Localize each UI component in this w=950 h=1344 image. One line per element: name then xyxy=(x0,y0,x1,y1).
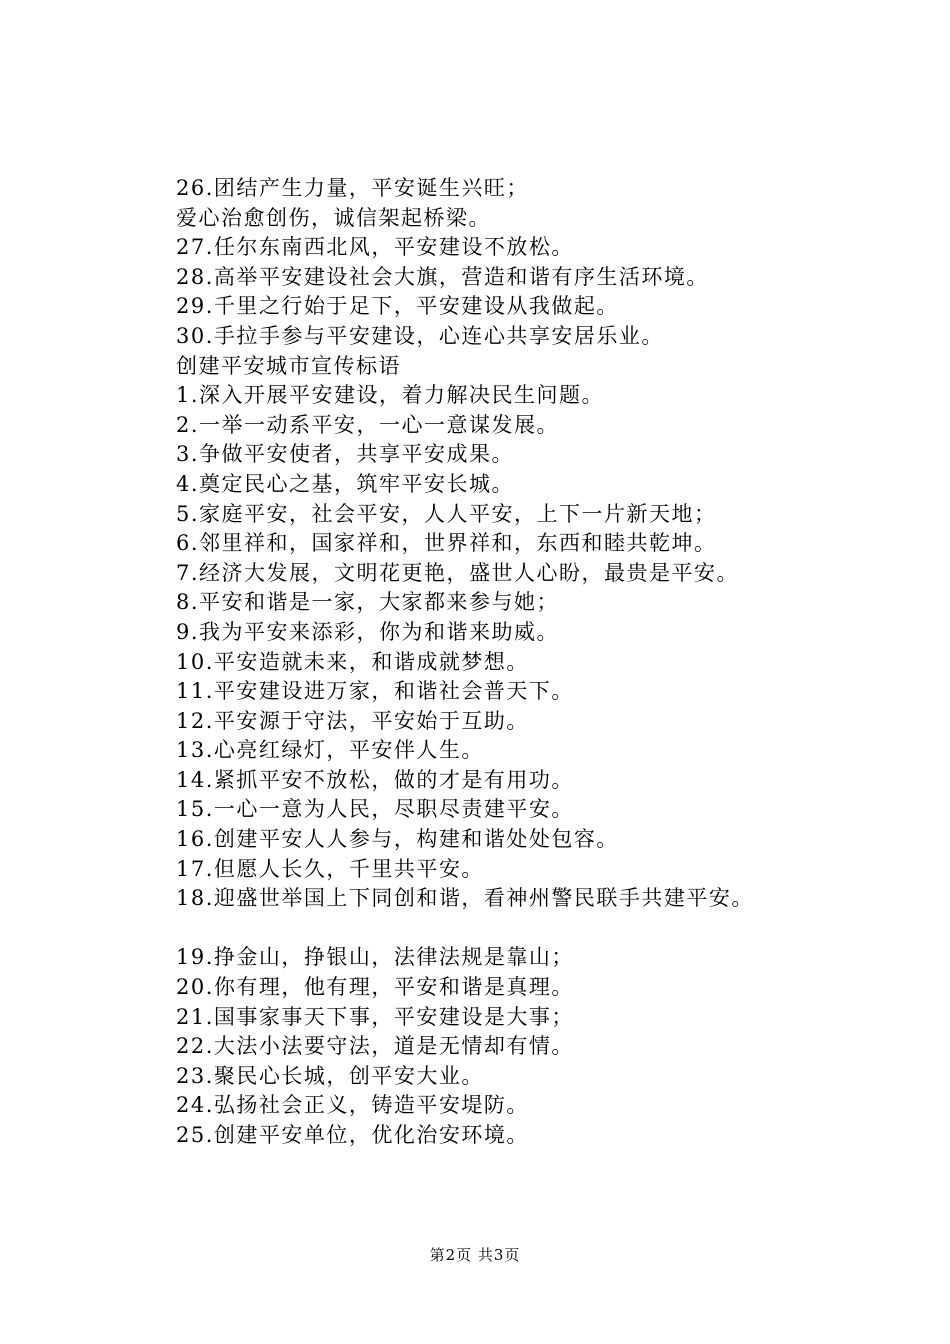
text-line: 6.邻里祥和，国家祥和，世界祥和，东西和睦共乾坤。 xyxy=(176,531,717,556)
text-line: 14.紧抓平安不放松，做的才是有用功。 xyxy=(176,767,574,792)
text-line: 20.你有理，他有理，平安和谐是真理。 xyxy=(176,975,574,1000)
document-body xyxy=(176,174,936,1151)
text-line: 26.团结产生力量，平安诞生兴旺； xyxy=(176,176,529,200)
text-line: 10.平安造就未来，和谐成就梦想。 xyxy=(176,649,529,674)
text-line: 18.迎盛世举国上下同创和谐，看神州警民联手共建平安。 xyxy=(176,886,754,911)
text-line: 8.平安和谐是一家，大家都来参与她； xyxy=(176,590,560,615)
text-line: 25.创建平安单位，优化治安环境。 xyxy=(176,1123,529,1147)
text-line: 16.创建平安人人参与，构建和谐处处包容。 xyxy=(176,827,619,852)
text-line: 29.千里之行始于足下，平安建设从我做起。 xyxy=(176,294,619,319)
text-line: 4.奠定民心之基，筑牢平安长城。 xyxy=(176,471,515,496)
text-line: 22.大法小法要守法，道是无情却有情。 xyxy=(176,1034,574,1059)
blank-line xyxy=(176,914,936,944)
page-footer: 第2页 共3页 xyxy=(429,1246,521,1264)
text-line: 24.弘扬社会正义，铸造平安堤防。 xyxy=(176,1093,529,1118)
text-line: 23.聚民心长城，创平安大业。 xyxy=(176,1063,484,1088)
text-line: 7.经济大发展，文明花更艳，盛世人心盼，最贵是平安。 xyxy=(176,560,740,585)
text-line: 30.手拉手参与平安建设，心连心共享安居乐业。 xyxy=(176,323,664,348)
text-line: 1.深入开展平安建设，着力解决民生问题。 xyxy=(176,383,605,408)
text-line: 5.家庭平安，社会平安，人人平安，上下一片新天地； xyxy=(176,501,717,526)
text-line: 11.平安建设进万家，和谐社会普天下。 xyxy=(176,679,574,704)
text-line: 27.任尔东南西北风，平安建设不放松。 xyxy=(176,235,574,260)
text-line: 19.挣金山，挣银山，法律法规是靠山； xyxy=(176,945,574,970)
text-line: 21.国事家事天下事，平安建设是大事； xyxy=(176,1004,574,1029)
text-line: 2.一举一动系平安，一心一意谋发展。 xyxy=(176,412,560,437)
text-line: 爱心治愈创伤，诚信架起桥梁。 xyxy=(176,205,491,230)
text-line: 12.平安源于守法，平安始于互助。 xyxy=(176,708,529,733)
text-line: 15.一心一意为人民，尽职尽责建平安。 xyxy=(176,797,574,822)
text-line: 17.但愿人长久，千里共平安。 xyxy=(176,856,484,881)
text-line: 13.心亮红绿灯，平安伴人生。 xyxy=(176,738,484,763)
text-line: 9.我为平安来添彩，你为和谐来助威。 xyxy=(176,619,560,644)
text-line: 28.高举平安建设社会大旗，营造和谐有序生活环境。 xyxy=(176,264,709,289)
section-heading: 创建平安城市宣传标语 xyxy=(176,353,401,378)
text-line: 3.争做平安使者，共享平安成果。 xyxy=(176,442,515,467)
